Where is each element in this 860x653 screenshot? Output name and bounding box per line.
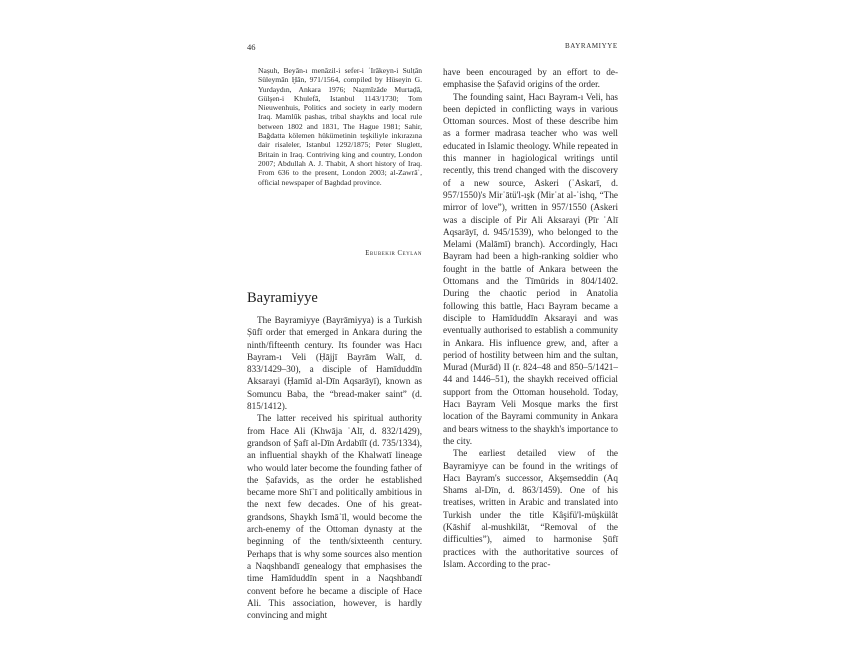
left-column: [247, 314, 422, 621]
paragraph: The latter received his spiritual authority from Hace Ali (Khwāja ʿAlī, d. 832/1429), grandson of Ṣafī al-Dīn Ardabīlī (d. 735/1334), an influential shaykh of the Khalwatī lineage who would later become the founding father of the Ṣafavids, as the order he established became more Shīʿī and politically ambitious in the next few decades. One of his great-grandsons, Shaykh Ismāʿīl, would become the arch-enemy of the Ottoman dynasty at the beginning of the tenth/sixteenth century. Perhaps that is why some sources also mention a Naqshbandī genealogy that emphasises the time Hamīduddīn spent in a Naqshbandī convent before he became a disciple of Hace Ali. This association, however, is hardly convincing and might: [247, 413, 422, 621]
running-head: BAYRAMIYYE: [565, 42, 618, 50]
bibliography: Naṣuh, Beyān-ı menāzil-i sefer-i ʿIrākeyn-i Sulṭān Süleymān Ḫān, 971/1564, compiled by Hüseyin G. Yurdaydın, Ankara 1976; Naẓmīzāde Murtaḍā, Gülşen-i Khulefā, Istanbul 1143/1730; Tom Nieuwenhuis, Politics and society in early modern Iraq. Mamlūk pashas, tribal shaykhs and local rule between 1802 and 1831, The Hague 1981; Sahir, Bağdatta kölemen hükümetinin teşkiliyle inkırazına dair risaleler, Istanbul 1292/1875; Peter Sluglett, Britain in Iraq. Contriving king and country, London 2007; Abdullah A. J. Thabit, A short history of Iraq. From 636 to the present, London 2003; al-Zawrāʾ, official newspaper of Baghdad province.: [258, 66, 422, 187]
article-title: Bayramiyye: [247, 290, 318, 306]
right-column: [443, 66, 618, 570]
paragraph: have been encouraged by an effort to de-emphasise the Ṣafavid origins of the order.: [443, 67, 618, 90]
page-number: 46: [247, 42, 256, 52]
paragraph: The earliest detailed view of the Bayramiyye can be found in the writings of Hacı Bayram's successor, Akşemseddin (Aq Shams al-Dīn, d. 863/1459). One of his treatises, written in Arabic and translated into Turkish under the title Kâşifü'l-müşkülât (Kāshif al-mushkilāt, “Removal of the difficulties”), aimed to harmonise Ṣūfī practices with the authoritative sources of Islam. According to the prac-: [443, 448, 618, 569]
paragraph: The founding saint, Hacı Bayram-ı Veli, has been depicted in conflicting ways in various Ottoman sources. Most of these describe him as a former madrasa teacher who was well educated in Islamic theology. While repeated in this manner in hagiological writings until recently, this trend changed with the discovery of a new source, Askeri (ʿAskarī, d. 957/1550)'s Mirʾātü'l-ışk (Mirʾat al-ʿishq, “The mirror of love”), written in 957/1550 (Askeri was a disciple of Pir Ali Aksarayi (Pīr ʿAlī Aqsarāyī, d. 945/1539), who belonged to the Melami (Malāmī) branch). Accordingly, Hacı Bayram had been a high-ranking soldier who fought in the battle of Ankara between the Ottomans and the Tīmūrids in 804/1402. During the chaotic period in Anatolia following this battle, Hacı Bayram became a disciple to Hamīduddīn Aksarayi and was eventually authorised to establish a community in Ankara. His influence grew, and, after a period of hostility between him and the sultan, Murad (Murād) II (r. 824–48 and 850–5/1421–44 and 1446–51), the shaykh received official support from the Ottoman household. Today, Hacı Bayram Veli Mosque marks the first location of the Bayrami community in Ankara and bears witness to the shaykh's importance to the city.: [443, 91, 619, 446]
article-author: Ebubekir Ceylan: [365, 250, 422, 257]
paragraph: The Bayramiyye (Bayrāmiyya) is a Turkish Ṣūfī order that emerged in Ankara during the ninth/fifteenth century. Its founder was Hacı Bayram-ı Veli (Ḥājjī Bayrām Walī, d. 833/1429–30), a disciple of Hamīduddīn Aksarayi (Ḥamīd al-Dīn Aqsarāyī), known as Somuncu Baba, the “bread-maker saint” (d. 815/1412).: [247, 315, 422, 412]
